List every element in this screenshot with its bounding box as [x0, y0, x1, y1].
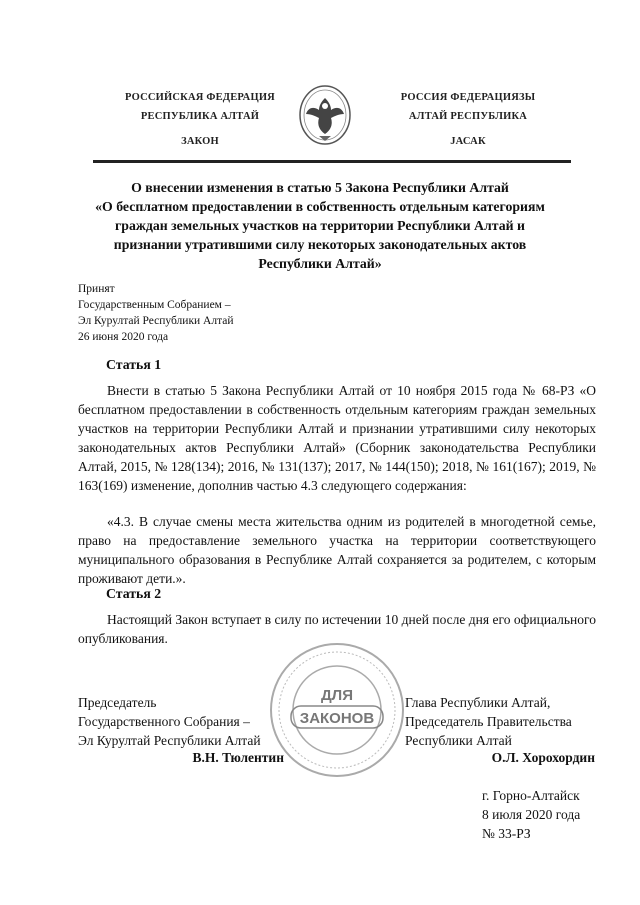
coat-of-arms-icon: [297, 84, 353, 146]
article2-paragraph: Настоящий Закон вступает в силу по истечении 10 дней после дня его официального опубликования.: [78, 612, 596, 646]
article1-paragraph: Внести в статью 5 Закона Республики Алтай от 10 ноября 2015 года № 68-РЗ «О бесплатном предоставлении в собственность отдельным категориям граждан земельных участков на территории Республики Алтай и признании утратившими силу некоторых законодательных актов Республики Алтай» (Сборник законодательства Республики Алтай, 2015, № 128(134); 2016, № 131(137); 2017, № 144(150); 2018, № 161(167); 2019, № 163(169) изменение, дополнив частью 4.3 следующего содержания:: [78, 383, 596, 493]
article1-heading: Статья 1: [106, 357, 162, 372]
signature-left-title: Председатель: [78, 695, 157, 710]
seal-stamp: [267, 640, 407, 780]
header-left-law: ЗАКОН: [181, 136, 219, 147]
article1-quote: [78, 512, 596, 588]
header-left-line2: РЕСПУБЛИКА АЛТАЙ: [140, 111, 260, 122]
title-line: О внесении изменения в статью 5 Закона Республики Алтай: [131, 180, 509, 195]
signature-right-title: Глава Республики Алтай,: [405, 695, 551, 710]
article1-text: [78, 381, 596, 495]
adopted-label: Принят: [78, 283, 115, 295]
adoption-info: [78, 281, 234, 345]
title-line: Республики Алтай»: [258, 256, 382, 271]
signature-left-body-name: Эл Курултай Республики Алтай: [78, 733, 261, 748]
signature-left: [78, 693, 261, 750]
article1-quote-paragraph: «4.3. В случае смены места жительства одним из родителей в многодетной семье, право на предоставление земельного участка на территории соответствующего муниципального образования в Республике Алтай сохраняется за родителем, с которым проживают дети.».: [78, 514, 596, 586]
adopted-body-name: Эл Курултай Республики Алтай: [78, 315, 234, 327]
signing-date: 8 июля 2020 года: [482, 807, 581, 822]
article2-heading: Статья 2: [106, 586, 162, 601]
signature-right-name: О.Л. Хорохордин: [491, 750, 595, 765]
signature-right-role: Председатель Правительства: [405, 714, 572, 729]
stamp-line2: ЗАКОНОВ: [299, 710, 375, 727]
signature-right-org: Республики Алтай: [405, 733, 512, 748]
signature-left-body: Государственного Собрания –: [78, 714, 250, 729]
place: г. Горно-Алтайск: [482, 788, 580, 803]
stamp-line1: ДЛЯ: [321, 687, 353, 704]
place-date-number: [482, 786, 580, 843]
signature-right: [405, 693, 572, 750]
header-right-line2: АЛТАЙ РЕСПУБЛИКА: [408, 111, 528, 122]
adopted-body: Государственным Собранием –: [78, 299, 231, 311]
title-line: признании утратившими силу некоторых законодательных актов: [113, 237, 527, 252]
signature-left-name: В.Н. Тюлентин: [192, 750, 284, 765]
header-right-law: ЈАСАК: [450, 136, 486, 147]
header-divider: [93, 160, 571, 163]
title-line: граждан земельных участков на территории Республики Алтай и: [115, 218, 525, 233]
law-number: № 33-РЗ: [482, 826, 531, 841]
header-left-line1: РОССИЙСКАЯ ФЕДЕРАЦИЯ: [125, 92, 275, 103]
title-line: «О бесплатном предоставлении в собственность отдельным категориям: [95, 199, 545, 214]
adopted-date: 26 июня 2020 года: [78, 331, 169, 343]
document-title: [70, 178, 570, 273]
header-right-line1: РОССИЯ ФЕДЕРАЦИЯЗЫ: [400, 92, 536, 103]
